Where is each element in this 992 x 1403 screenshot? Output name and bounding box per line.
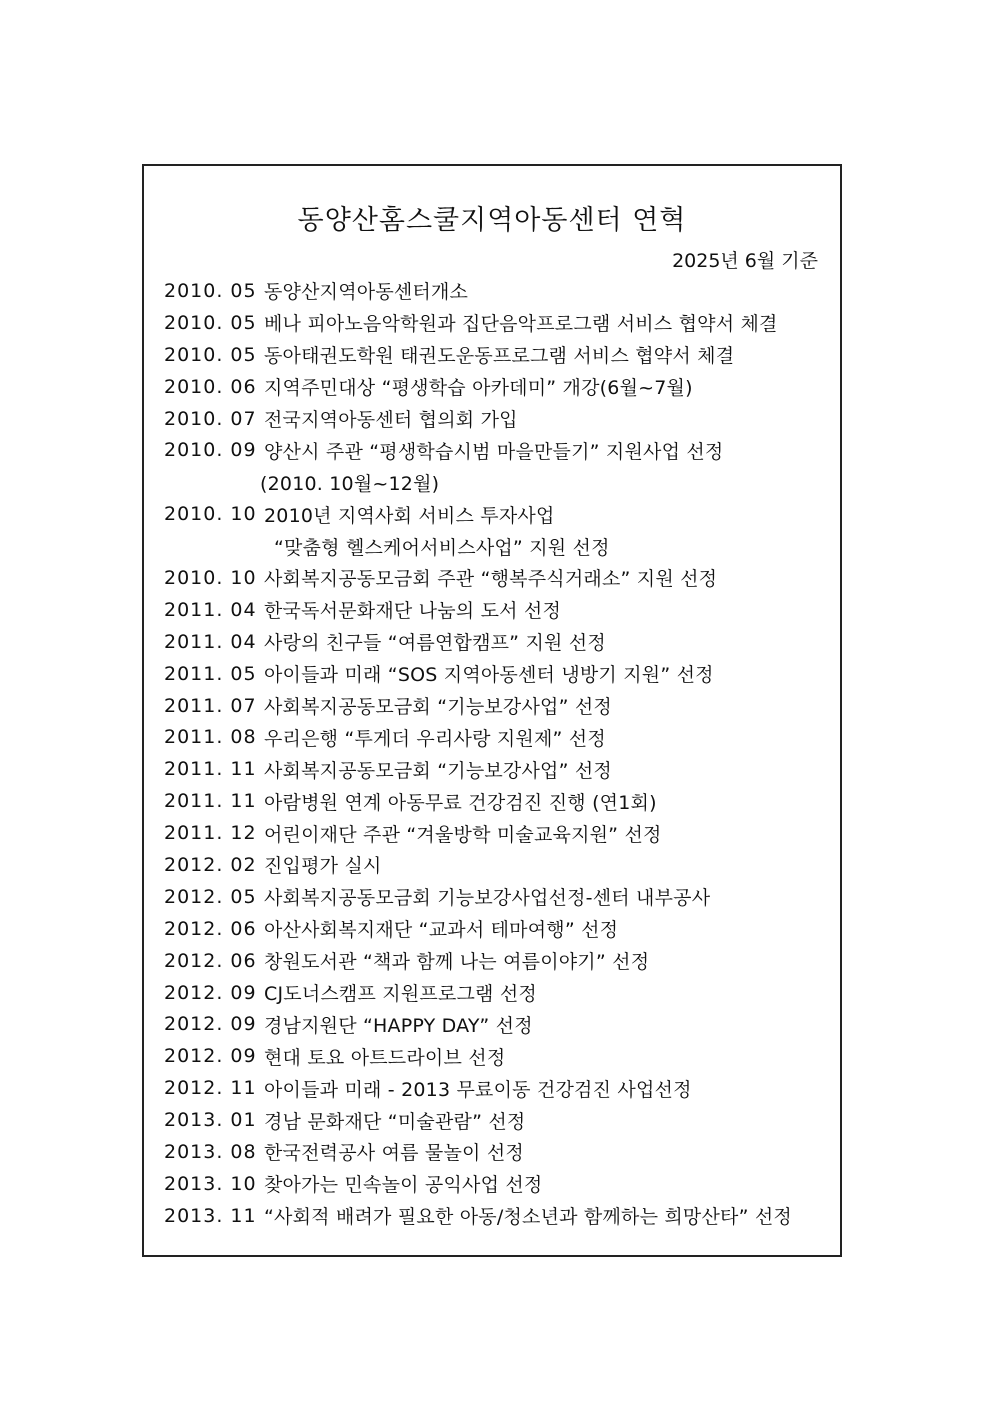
history-row [164, 1040, 844, 1072]
entry-text: 창원도서관 “책과 함께 나는 여름이야기” 선정 [264, 951, 650, 974]
history-row [164, 434, 844, 466]
entry-text: CJ도너스캠프 지원프로그램 선정 [264, 983, 537, 1006]
history-row-continuation [164, 530, 844, 562]
entry-text: 아산사회복지재단 “교과서 테마여행” 선정 [264, 919, 619, 942]
entry-text: 2010년 지역사회 서비스 투자사업 [264, 504, 555, 527]
history-row [164, 1008, 844, 1040]
basis-date: 2025년 6월 기준 [672, 250, 818, 272]
entry-date: 2011. 05 [164, 662, 257, 685]
entry-date: 2013. 01 [164, 1109, 257, 1132]
entry-date: 2012. 05 [164, 885, 257, 908]
entry-date: 2010. 10 [164, 566, 257, 589]
history-row [164, 275, 844, 307]
entry-date: 2010. 05 [164, 279, 257, 302]
entry-text: 우리은행 “투게더 우리사랑 지원제” 선정 [264, 727, 606, 750]
history-row [164, 690, 844, 722]
entry-text: 사랑의 친구들 “여름연합캠프” 지원 선정 [264, 632, 606, 655]
entry-text: (2010. 10월~12월) [260, 472, 440, 495]
entry-text: 지역주민대상 “평생학습 아카데미” 개강(6월~7월) [264, 377, 693, 400]
history-row [164, 945, 844, 977]
history-row [164, 562, 844, 594]
entry-text: 어린이재단 주관 “겨울방학 미술교육지원” 선정 [264, 823, 662, 846]
entry-text: 베나 피아노음악학원과 집단음악프로그램 서비스 협약서 체결 [264, 313, 778, 336]
entry-date: 2010. 09 [164, 439, 257, 462]
entry-date: 2010. 06 [164, 375, 257, 398]
entry-text: 현대 토요 아트드라이브 선정 [264, 1046, 506, 1069]
entry-date: 2012. 09 [164, 1045, 257, 1068]
entry-text: 동아태권도학원 태권도운동프로그램 서비스 협약서 체결 [264, 345, 735, 368]
history-row [164, 977, 844, 1009]
entry-date: 2010. 07 [164, 407, 257, 430]
history-row [164, 1168, 844, 1200]
history-row [164, 594, 844, 626]
entry-text: “맞춤형 헬스케어서비스사업” 지원 선정 [274, 536, 610, 559]
entry-date: 2012. 06 [164, 949, 257, 972]
history-list [164, 275, 844, 1232]
entry-text: 한국독서문화재단 나눔의 도서 선정 [264, 600, 562, 623]
entry-date: 2011. 04 [164, 598, 257, 621]
history-row-continuation [164, 466, 844, 498]
history-row [164, 785, 844, 817]
entry-date: 2011. 11 [164, 758, 257, 781]
entry-text: 아람병원 연계 아동무료 건강검진 진행 (연1회) [264, 791, 657, 814]
history-row [164, 913, 844, 945]
history-row [164, 1200, 844, 1232]
entry-text: 진입평가 실시 [264, 855, 382, 878]
history-row [164, 371, 844, 403]
entry-date: 2012. 09 [164, 981, 257, 1004]
page-title: 동양산홈스쿨지역아동센터 연혁 [297, 205, 687, 236]
entry-text: “사회적 배려가 필요한 아동/청소년과 함께하는 희망산타” 선정 [264, 1206, 792, 1229]
entry-date: 2010. 10 [164, 503, 257, 526]
history-frame [142, 164, 842, 1257]
history-row [164, 817, 844, 849]
entry-text: 사회복지공동모금회 “기능보강사업” 선정 [264, 759, 612, 782]
entry-date: 2012. 06 [164, 917, 257, 940]
entry-date: 2011. 12 [164, 822, 257, 845]
history-row [164, 1136, 844, 1168]
entry-text: 전국지역아동센터 협의회 가입 [264, 409, 518, 431]
entry-text: 동양산지역아동센터개소 [264, 281, 469, 304]
entry-text: 사회복지공동모금회 주관 “행복주식거래소” 지원 선정 [264, 568, 718, 591]
history-row [164, 339, 844, 371]
entry-date: 2012. 11 [164, 1077, 257, 1100]
history-row [164, 721, 844, 753]
entry-date: 2010. 05 [164, 343, 257, 366]
history-row [164, 658, 844, 690]
history-row [164, 498, 844, 530]
entry-date: 2013. 10 [164, 1172, 257, 1195]
history-row [164, 1104, 844, 1136]
entry-text: 사회복지공동모금회 “기능보강사업” 선정 [264, 696, 612, 719]
entry-date: 2013. 11 [164, 1204, 257, 1227]
entry-text: 경남지원단 “HAPPY DAY” 선정 [264, 1014, 533, 1037]
entry-text: 경남 문화재단 “미술관람” 선정 [264, 1110, 526, 1133]
entry-date: 2012. 02 [164, 853, 257, 876]
history-row [164, 626, 844, 658]
entry-date: 2010. 05 [164, 311, 257, 334]
entry-date: 2011. 07 [164, 694, 257, 717]
history-row [164, 849, 844, 881]
history-row [164, 881, 844, 913]
history-row [164, 403, 844, 435]
entry-date: 2012. 09 [164, 1013, 257, 1036]
entry-date: 2011. 08 [164, 726, 257, 749]
entry-date: 2011. 04 [164, 630, 257, 653]
entry-text: 양산시 주관 “평생학습시범 마을만들기” 지원사업 선정 [264, 440, 724, 463]
entry-text: 사회복지공동모금회 기능보강사업선정-센터 내부공사 [264, 887, 711, 910]
entry-text: 찾아가는 민속놀이 공익사업 선정 [264, 1174, 543, 1197]
entry-date: 2011. 11 [164, 790, 257, 813]
history-row [164, 753, 844, 785]
entry-date: 2013. 08 [164, 1140, 257, 1163]
history-row [164, 1072, 844, 1104]
entry-text: 한국전력공사 여름 물놀이 선정 [264, 1142, 524, 1165]
entry-text: 아이들과 미래 “SOS 지역아동센터 냉방기 지원” 선정 [264, 664, 714, 687]
entry-text: 아이들과 미래 - 2013 무료이동 건강검진 사업선정 [264, 1078, 692, 1101]
history-row [164, 307, 844, 339]
